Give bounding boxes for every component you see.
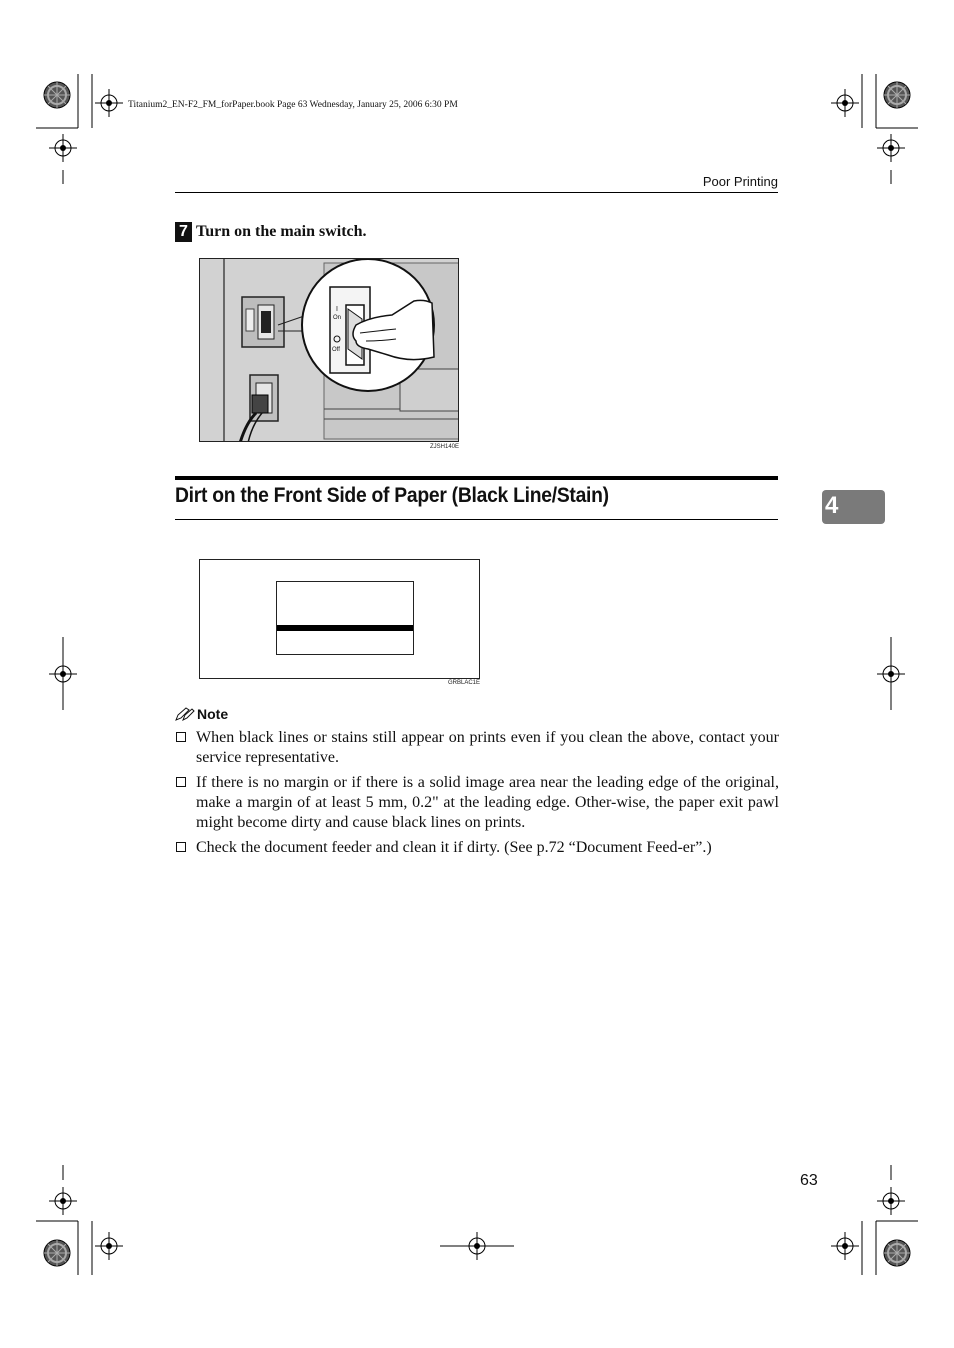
paper-sheet (276, 581, 414, 655)
page-number: 63 (800, 1172, 818, 1189)
checkbox-bullet-icon (176, 777, 186, 787)
svg-text:I: I (336, 306, 338, 313)
running-head: Poor Printing (702, 174, 778, 189)
switch-on-label: On (333, 315, 342, 321)
step-instruction: Turn on the main switch. (196, 223, 367, 240)
black-line-stain (277, 625, 413, 631)
switch-off-label: Off (332, 347, 340, 353)
checkbox-bullet-icon (176, 842, 186, 852)
figure1-code: ZJSH140E (430, 444, 460, 450)
checkbox-bullet-icon (176, 732, 186, 742)
file-info-header: Titanium2_EN-F2_FM_forPaper.book Page 63 Wednesday, January 25, 2006 6:30 PM (128, 100, 458, 110)
section-rule-top (175, 476, 778, 480)
step-number-badge: 7 (175, 222, 192, 242)
section-rule-bottom (175, 519, 778, 520)
note-label: Note (197, 706, 229, 722)
main-switch-illustration (199, 258, 459, 442)
pencil-icon (175, 707, 195, 721)
note-item: If there is no margin or if there is a solid image area near the leading edge of the original, make a margin of at least 5 mm, 0.2" at the leading edge. Other-wise, the paper exit pawl might become dirty and cause black lines on prints. (175, 773, 779, 833)
note-list (175, 728, 779, 863)
section-title: Dirt on the Front Side of Paper (Black Line/Stain) (175, 484, 609, 507)
note-heading (175, 706, 228, 722)
figure2-code: GRBLAC1E (448, 680, 481, 686)
main-switch-drawing (200, 259, 459, 442)
chapter-number: 4 (825, 492, 839, 519)
note-item: When black lines or stains still appear on prints even if you clean the above, contact your service representative. (175, 728, 779, 768)
note-item: Check the document feeder and clean it if dirty. (See p.72 “Document Feed-er”.) (175, 838, 779, 858)
header-rule (175, 192, 778, 193)
black-line-example-figure (199, 559, 480, 679)
step-7 (175, 222, 367, 242)
chapter-tab (822, 490, 885, 524)
